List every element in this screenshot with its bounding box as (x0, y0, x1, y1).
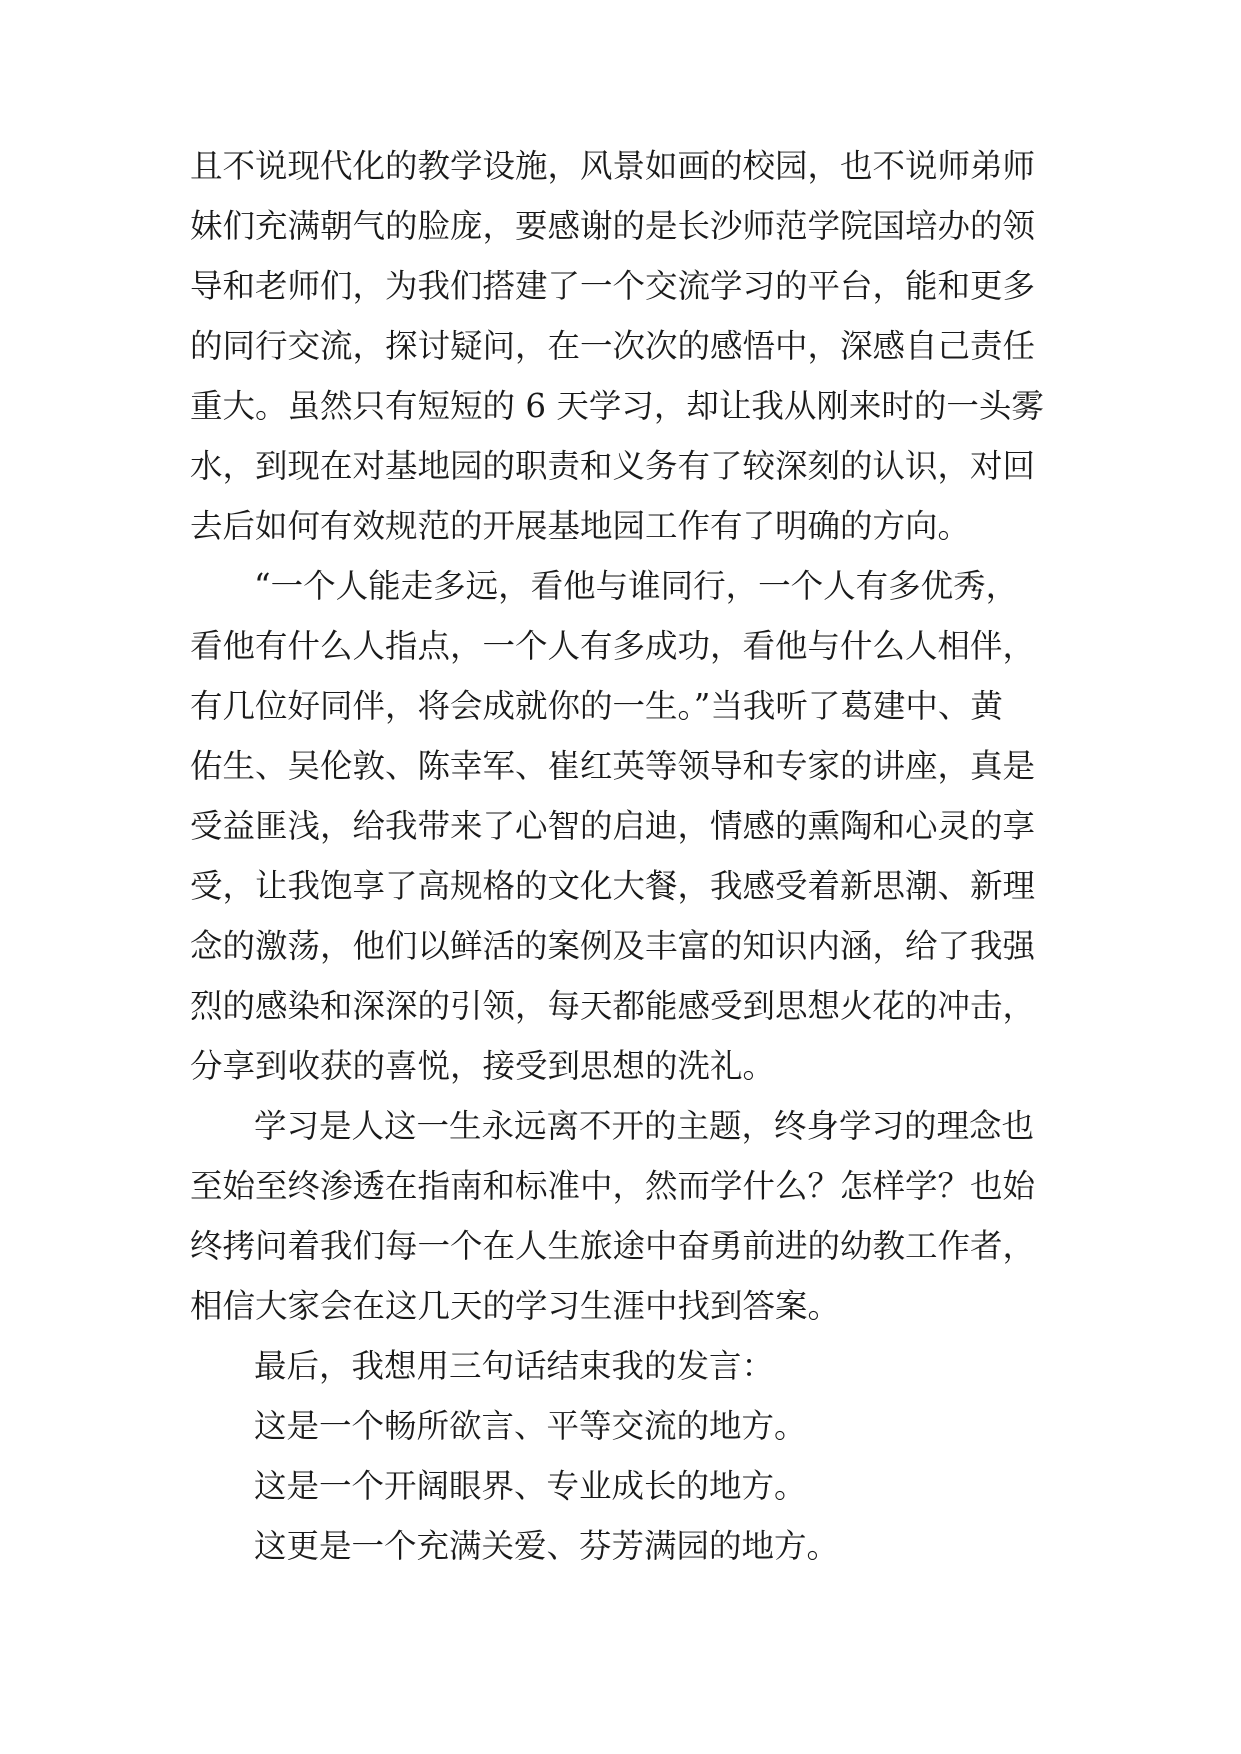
paragraph-line: 去后如何有效规范的开展基地园工作有了明确的方向。 (190, 507, 971, 545)
paragraph-line: 受，让我饱享了高规格的文化大餐，我感受着新思潮、新理 (190, 867, 1036, 905)
paragraph-line: 相信大家会在这几天的学习生涯中找到答案。 (190, 1287, 841, 1325)
paragraph-1 (190, 136, 1050, 556)
paragraph-line: 导和老师们，为我们搭建了一个交流学习的平台，能和更多 (190, 267, 1036, 305)
document-body (190, 136, 1050, 1576)
closing-statement-line: 这更是一个充满关爱、芬芳满园的地方。 (254, 1527, 840, 1565)
closing-statement-line: 这是一个畅所欲言、平等交流的地方。 (254, 1407, 807, 1445)
paragraph-line: 水，到现在对基地园的职责和义务有了较深刻的认识，对回 (190, 447, 1036, 485)
paragraph-line: 受益匪浅，给我带来了心智的启迪，情感的熏陶和心灵的享 (190, 807, 1036, 845)
paragraph-line: 分享到收获的喜悦，接受到思想的洗礼。 (190, 1047, 776, 1085)
paragraph-line: 终拷问着我们每一个在人生旅途中奋勇前进的幼教工作者， (190, 1227, 1036, 1265)
paragraph-line: 学习是人这一生永远离不开的主题，终身学习的理念也 (254, 1107, 1035, 1145)
closing-statement-line: 这是一个开阔眼界、专业成长的地方。 (254, 1467, 807, 1505)
paragraph-line: 重大。虽然只有短短的 6 天学习，却让我从刚来时的一头雾 (190, 387, 1044, 425)
paragraph-line: 有几位好同伴，将会成就你的一生。”当我听了葛建中、黄 (190, 687, 1003, 725)
paragraph-line: 看他有什么人指点，一个人有多成功，看他与什么人相伴， (190, 627, 1036, 665)
paragraph-line: 佑生、吴伦敦、陈幸军、崔红英等领导和专家的讲座，真是 (190, 747, 1036, 785)
paragraph-line: 的同行交流，探讨疑问，在一次次的感悟中，深感自己责任 (190, 327, 1036, 365)
paragraph-line: 且不说现代化的教学设施，风景如画的校园，也不说师弟师 (190, 147, 1036, 185)
paragraph-3 (190, 1096, 1050, 1336)
closing-section (190, 1336, 1050, 1576)
closing-intro-line: 最后，我想用三句话结束我的发言： (254, 1347, 775, 1385)
paragraph-line: “一个人能走多远，看他与谁同行，一个人有多优秀， (254, 567, 1019, 605)
paragraph-line: 至始至终渗透在指南和标准中，然而学什么？怎样学？也始 (190, 1167, 1036, 1205)
paragraph-2 (190, 556, 1050, 1096)
paragraph-line: 念的激荡，他们以鲜活的案例及丰富的知识内涵，给了我强 (190, 927, 1036, 965)
paragraph-line: 妹们充满朝气的脸庞，要感谢的是长沙师范学院国培办的领 (190, 207, 1036, 245)
paragraph-line: 烈的感染和深深的引领，每天都能感受到思想火花的冲击， (190, 987, 1036, 1025)
